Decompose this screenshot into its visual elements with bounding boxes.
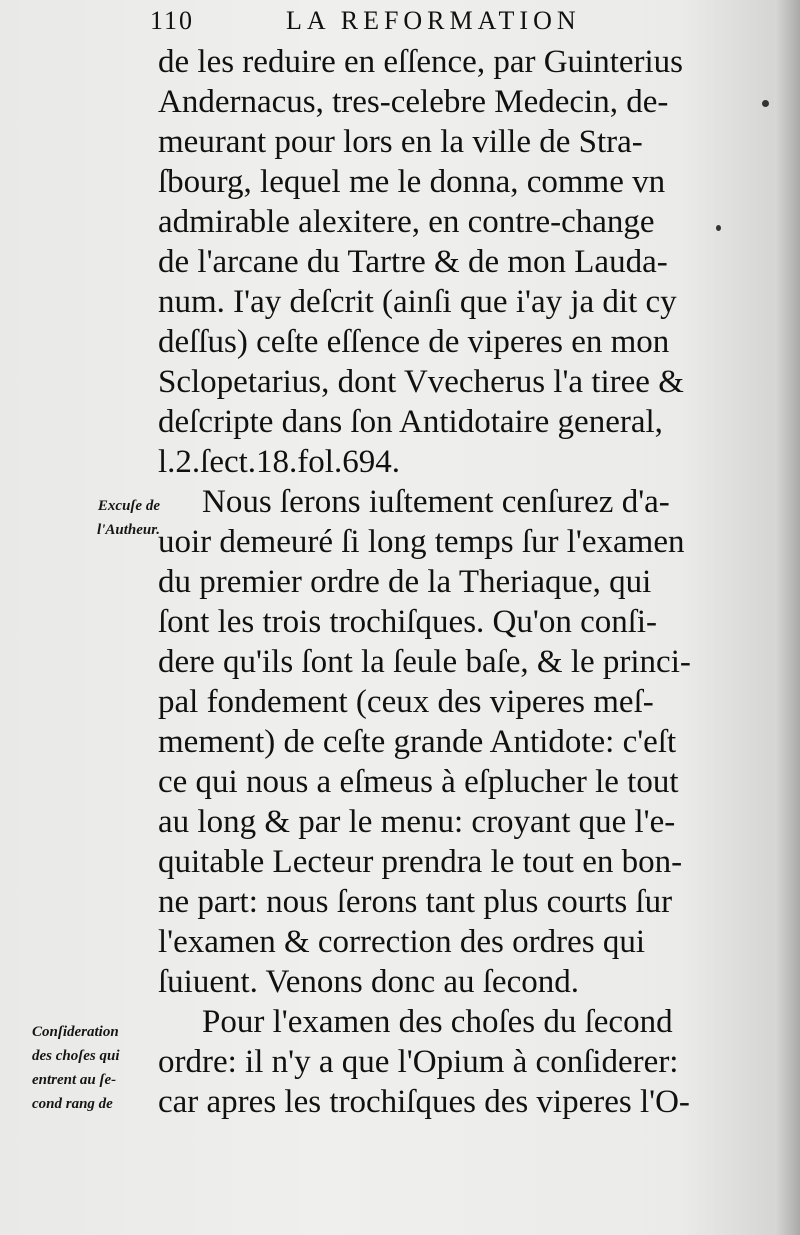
text-line: quitable Lecteur prendra le tout en bon- — [158, 844, 683, 880]
text-line: ſuiuent. Venons donc au ſecond. — [158, 964, 579, 1000]
ink-speck — [762, 100, 769, 107]
text-line: deſcripte dans ſon Antidotaire general, — [158, 404, 663, 440]
ink-speck — [716, 225, 721, 231]
text-line: Sclopetarius, dont Vvecherus l'a tiree & — [158, 364, 684, 400]
running-title: LA REFORMATION — [286, 6, 581, 35]
paragraph-start-line: Nous ſerons iuſtement cenſurez d'a- — [202, 484, 670, 520]
margin-note-line: Conſideration — [32, 1024, 119, 1040]
margin-note-line: cond rang de — [32, 1096, 113, 1112]
text-line: pal fondement (ceux des viperes meſ- — [158, 684, 654, 720]
text-line: l'examen & correction des ordres qui — [158, 924, 646, 960]
text-line: uoir demeuré ſi long temps ſur l'examen — [158, 524, 685, 560]
text-line: de l'arcane du Tartre & de mon Lauda- — [158, 244, 668, 280]
text-line: au long & par le menu: croyant que l'e- — [158, 804, 676, 840]
margin-note-consideration — [32, 1020, 162, 1116]
text-line: deſſus) ceſte eſſence de viperes en mon — [158, 324, 670, 360]
text-line: ne part: nous ſerons tant plus courts ſur — [158, 884, 673, 920]
page-number: 110 — [150, 6, 195, 35]
margin-note-line: entrent au ſe- — [32, 1072, 117, 1088]
paragraph-start-line: Pour l'examen des choſes du ſecond — [202, 1004, 673, 1040]
text-line: ce qui nous a eſmeus à eſplucher le tout — [158, 764, 679, 800]
text-line: meurant pour lors en la ville de Stra- — [158, 124, 643, 160]
page-header — [150, 2, 710, 42]
margin-note-line: des choſes qui — [32, 1048, 120, 1064]
text-line: ſont les trois trochiſques. Qu'on conſi- — [158, 604, 658, 640]
text-line: du premier ordre de la Theriaque, qui — [158, 564, 652, 600]
text-line: de les reduire en eſſence, par Guinterius — [158, 44, 684, 80]
margin-note-excuse — [50, 494, 160, 542]
margin-note-line: Excuſe de — [97, 498, 160, 514]
page-edge-shadow — [774, 0, 800, 1235]
text-line: admirable alexitere, en contre-change — [158, 204, 655, 240]
text-line: l.2.ſect.18.fol.694. — [158, 444, 400, 480]
text-line: mement) de ceſte grande Antidote: c'eſt — [158, 724, 677, 760]
text-line: dere qu'ils ſont la ſeule baſe, & le princi- — [158, 644, 691, 680]
text-line: car apres les trochiſques des viperes l'O- — [158, 1084, 690, 1120]
text-line: num. I'ay deſcrit (ainſi que i'ay ja dit cy — [158, 284, 677, 320]
text-line: Andernacus, tres-celebre Medecin, de- — [158, 84, 669, 120]
body-text — [158, 42, 714, 1122]
text-line: ſbourg, lequel me le donna, comme vn — [158, 164, 666, 200]
margin-note-line: l'Autheur. — [97, 522, 160, 538]
text-line: ordre: il n'y a que l'Opium à conſiderer: — [158, 1044, 679, 1080]
